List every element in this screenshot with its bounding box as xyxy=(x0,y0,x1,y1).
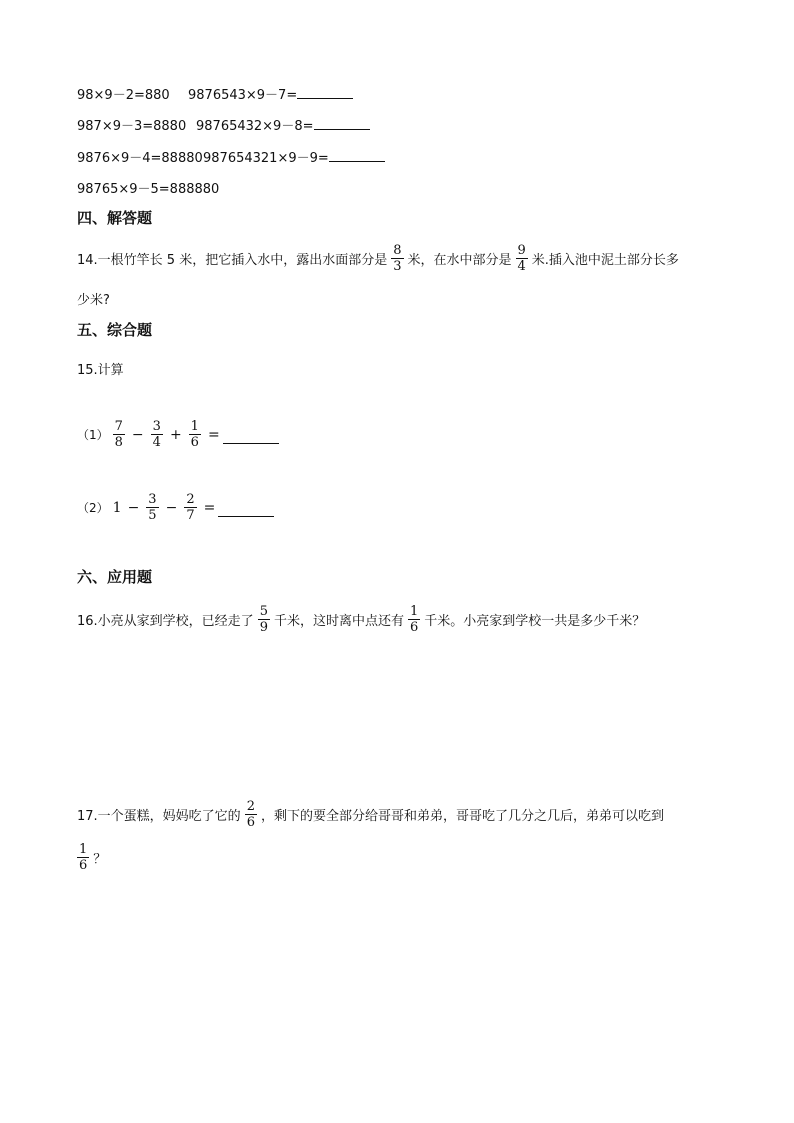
pattern-right-3 xyxy=(203,147,385,166)
q14-fraction-1 xyxy=(391,244,403,273)
q14-text-2: 米，在水中部分是 xyxy=(407,253,512,268)
fraction-denominator: 8 xyxy=(114,435,123,450)
fraction-denominator: 6 xyxy=(190,435,199,450)
item-label: （1） xyxy=(77,428,109,442)
q16-text-3: 千米。小亮家到学校一共是多少千米？ xyxy=(424,614,646,629)
fraction-denominator: 3 xyxy=(393,259,402,274)
pattern-right-text-3: 987654321×9－9= xyxy=(203,151,329,166)
fraction-denominator: 6 xyxy=(246,815,255,830)
answer-blank-2[interactable] xyxy=(314,117,370,130)
q16-text-1: 16.小亮从家到学校，已经走了 xyxy=(77,614,254,629)
fraction-denominator: 7 xyxy=(186,508,195,523)
pattern-right-1 xyxy=(188,84,353,103)
question-16 xyxy=(77,605,645,634)
pattern-right-text-2: 98765432×9－8= xyxy=(196,119,314,134)
fraction-numerator: 7 xyxy=(114,419,123,434)
q15-item-2 xyxy=(77,493,274,522)
pattern-right-text-1: 9876543×9－7= xyxy=(188,88,298,103)
pattern-left-4: 98765×9－5=888880 xyxy=(77,182,220,197)
q14-text-1: 14.一根竹竿长 5 米，把它插入水中，露出水面部分是 xyxy=(77,253,388,268)
q16-fraction-1 xyxy=(258,605,270,634)
q14-text-3: 米.插入池中泥土部分长多 xyxy=(531,253,679,268)
q15-title: 15.计算 xyxy=(77,363,124,378)
q15-item-1 xyxy=(77,420,279,449)
plus-sign: + xyxy=(169,426,182,443)
pattern-left-3: 9876×9－4=88880 xyxy=(77,151,203,166)
item-label: （2） xyxy=(77,501,109,515)
q17-fraction-1 xyxy=(245,800,257,829)
answer-blank-q15-2[interactable] xyxy=(218,504,274,517)
minus-sign: − xyxy=(165,499,178,516)
answer-blank-q15-1[interactable] xyxy=(223,431,279,444)
question-17 xyxy=(77,800,664,829)
answer-blank-1[interactable] xyxy=(297,86,353,99)
fraction-numerator: 3 xyxy=(148,492,157,507)
section-6-heading: 六、应用题 xyxy=(77,568,153,586)
minus-sign: − xyxy=(127,499,140,516)
pattern-left-2: 987×9－3=8880 xyxy=(77,119,187,134)
minus-sign: − xyxy=(131,426,144,443)
fraction-3-5 xyxy=(146,493,158,522)
question-17-line-2 xyxy=(77,843,106,872)
fraction-1-6 xyxy=(189,420,201,449)
fraction-denominator: 6 xyxy=(79,858,88,873)
fraction-7-8 xyxy=(113,420,125,449)
section-4-heading: 四、解答题 xyxy=(77,209,153,227)
whole-number: 1 xyxy=(112,499,122,516)
answer-blank-3[interactable] xyxy=(329,149,385,162)
q17-text-1: 17.一个蛋糕，妈妈吃了它的 xyxy=(77,809,241,824)
pattern-row-1 xyxy=(77,84,170,103)
pattern-left-1: 98×9－2=880 xyxy=(77,88,170,103)
fraction-numerator: 2 xyxy=(246,799,255,814)
fraction-denominator: 4 xyxy=(152,435,161,450)
question-14 xyxy=(77,244,679,273)
fraction-numerator: 2 xyxy=(186,492,195,507)
q17-fraction-2 xyxy=(77,843,89,872)
fraction-numerator: 3 xyxy=(152,419,161,434)
fraction-denominator: 6 xyxy=(409,620,419,635)
fraction-numerator: 9 xyxy=(517,243,526,258)
q14-fraction-2 xyxy=(516,244,528,273)
pattern-row-4 xyxy=(77,178,219,197)
fraction-numerator: 1 xyxy=(190,419,199,434)
q17-text-3: ？ xyxy=(93,852,107,867)
pattern-row-3 xyxy=(77,147,203,166)
q14-line-2: 少米? xyxy=(77,293,110,308)
section-5-heading: 五、综合题 xyxy=(77,321,153,339)
equals-sign: = xyxy=(207,426,220,443)
q16-fraction-2 xyxy=(408,605,420,634)
fraction-denominator: 9 xyxy=(259,620,268,635)
fraction-numerator: 8 xyxy=(393,243,402,258)
pattern-right-2 xyxy=(196,115,370,134)
fraction-3-4 xyxy=(151,420,163,449)
fraction-denominator: 5 xyxy=(148,508,157,523)
fraction-numerator: 1 xyxy=(79,842,88,857)
fraction-denominator: 4 xyxy=(517,259,526,274)
fraction-numerator: 5 xyxy=(259,604,268,619)
equals-sign: = xyxy=(203,499,216,516)
q16-text-2: 千米，这时离中点还有 xyxy=(273,614,404,629)
fraction-2-7 xyxy=(184,493,196,522)
q17-text-2: ，剩下的要全部分给哥哥和弟弟，哥哥吃了几分之几后，弟弟可以吃到 xyxy=(260,809,664,824)
fraction-numerator: 1 xyxy=(409,604,419,619)
pattern-row-2 xyxy=(77,115,186,134)
